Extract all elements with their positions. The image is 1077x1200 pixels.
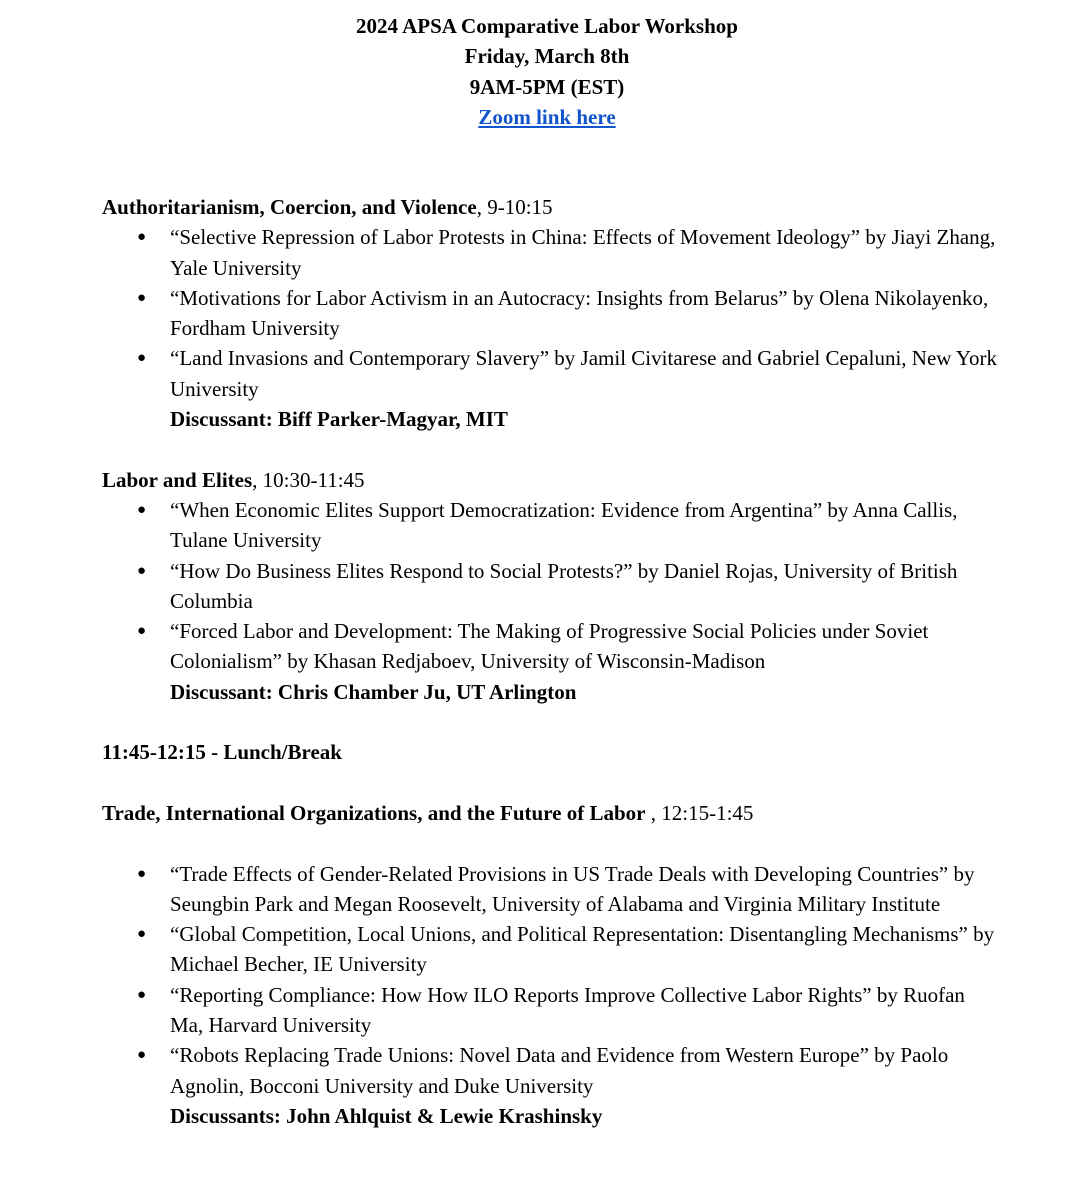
paper-item: ● “Reporting Compliance: How How ILO Reports Improve Collective Labor Rights” by Ruofan Ma, Harvard University: [102, 980, 1002, 1041]
paper-item: ● “Robots Replacing Trade Unions: Novel Data and Evidence from Western Europe” by Paolo Agnolin, Bocconi University and Duke University: [102, 1040, 1002, 1101]
session-discussant: Discussant: Biff Parker-Magyar, MIT: [170, 407, 508, 432]
paper-item: ● “When Economic Elites Support Democratization: Evidence from Argentina” by Anna Callis, Tulane University: [102, 495, 1002, 556]
session-title: Labor and Elites: [102, 467, 253, 492]
paper-item: ● “Global Competition, Local Unions, and Political Representation: Disentangling Mechanisms” by Michael Becher, IE University: [102, 919, 1002, 980]
spacer: [102, 434, 1002, 464]
session-heading: [102, 798, 1002, 828]
paper-item: ● “Forced Labor and Development: The Making of Progressive Social Policies under Soviet Colonialism” by Khasan Redjaboev, University of Wisconsin-Madison: [102, 616, 1002, 677]
session-title: Trade, International Organizations, and the Future of Labor: [102, 800, 646, 825]
paper-item: ● “Trade Effects of Gender-Related Provisions in US Trade Deals with Developing Countries” by Seungbin Park and Megan Roosevelt, University of Alabama and Virginia Military Institute: [102, 859, 1002, 920]
session-time: , 9-10:15: [476, 195, 553, 219]
workshop-header: [0, 11, 1077, 132]
zoom-link[interactable]: Zoom link here: [478, 104, 616, 129]
paper-item: ● “How Do Business Elites Respond to Social Protests?” by Daniel Rojas, University of British Columbia: [102, 556, 1002, 617]
workshop-time: 9AM-5PM (EST): [469, 74, 625, 99]
paper-list: [102, 222, 1002, 404]
spacer: [102, 828, 1002, 858]
session-time: , 10:30-11:45: [252, 467, 365, 492]
spacer: [102, 768, 1002, 798]
session-discussant: Discussant: Chris Chamber Ju, UT Arlington: [170, 679, 577, 704]
session-heading: [102, 192, 1002, 222]
workshop-date: Friday, March 8th: [464, 44, 630, 69]
schedule: [102, 192, 1002, 1131]
session-trade: [102, 798, 1002, 1131]
session-discussant: Discussants: John Ahlquist & Lewie Krashinsky: [170, 1103, 603, 1128]
paper-list: [102, 495, 1002, 677]
session-time: , 12:15-1:45: [645, 800, 754, 825]
paper-list: [102, 859, 1002, 1101]
workshop-title: 2024 APSA Comparative Labor Workshop: [356, 14, 738, 38]
lunch-break: 11:45-12:15 - Lunch/Break: [102, 740, 342, 765]
paper-item: ● “Motivations for Labor Activism in an Autocracy: Insights from Belarus” by Olena Nikolayenko, Fordham University: [102, 283, 1002, 344]
session-labor-elites: [102, 465, 1002, 707]
session-authoritarianism: [102, 192, 1002, 434]
session-heading: [102, 465, 1002, 495]
paper-item: ● “Selective Repression of Labor Protests in China: Effects of Movement Ideology” by Jiayi Zhang, Yale University: [102, 222, 1002, 283]
session-title: Authoritarianism, Coercion, and Violence: [102, 195, 477, 219]
paper-item: ● “Land Invasions and Contemporary Slavery” by Jamil Civitarese and Gabriel Cepaluni, New York University: [102, 343, 1002, 404]
spacer: [102, 707, 1002, 737]
